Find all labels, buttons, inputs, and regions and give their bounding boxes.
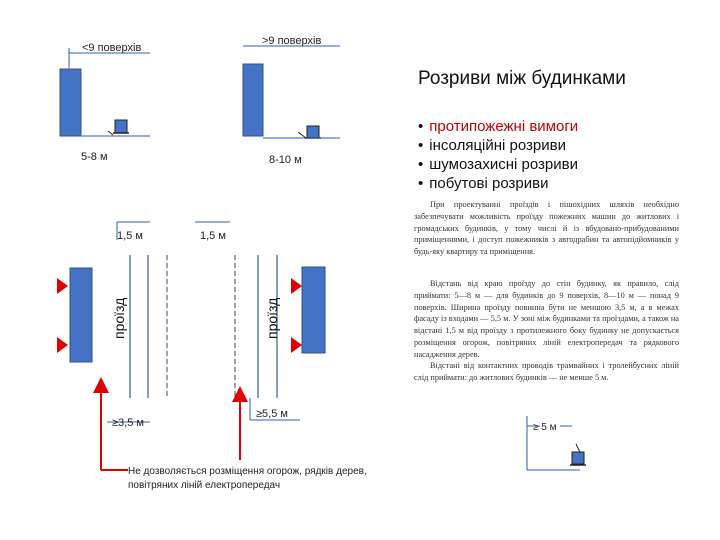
passage-left-label: проїзд [111, 297, 127, 339]
high-rise-building [243, 64, 263, 136]
bullet-noise: • шумозахисні розриви [418, 155, 578, 174]
passage-right-label: проїзд [264, 297, 280, 339]
right-entry-marker-top [291, 278, 302, 294]
bullet-insolation: • інсоляційні розриви [418, 136, 578, 155]
lane-right-width-label: 1,5 м [200, 230, 226, 242]
min-width-left-label: ≥3,5 м [112, 417, 144, 429]
right-entry-marker-bottom [291, 337, 302, 353]
requirements-list [418, 117, 578, 193]
lane-left-width-label: 1,5 м [117, 230, 143, 242]
doc-paragraph-3: Відстані від контактних проводів трамвайних і тролейбусних ліній слід приймати: до житлових будинків — не менше 5 м. [414, 361, 679, 382]
left-entry-marker-top [57, 278, 68, 294]
left-entry-marker-bottom [57, 337, 68, 353]
min-width-right-label: ≥5,5 м [256, 408, 288, 420]
tram-gap-label: ≥ 5 м [533, 422, 557, 433]
high-rise-label: >9 поверхів [262, 35, 322, 47]
doc-paragraph-2: Відстань від краю проїзду до стін будинку, як правило, слід приймати: 5—8 м — для будинків до 9 поверхів, 8—10 м — понад 9 поверхів. Ширина проїзду повинна бути не меншою 3,5 м, а в межах фасаду із входами — 5,5 м. У зоні між будинками та проїздами, а також на відстані 1,5 м від проїзду з протилежного боку будинку не допускається розміщення огорож, повітряних ліній електропередач та рядкового насадження дерев. [414, 279, 679, 359]
right-building [302, 267, 325, 353]
low-rise-building [60, 69, 81, 136]
gap-low-label: 5-8 м [81, 151, 108, 163]
left-building [70, 268, 92, 362]
low-rise-label: <9 поверхів [82, 42, 142, 54]
bullet-domestic: • побутові розриви [418, 174, 578, 193]
page-title: Розриви між будинками [418, 68, 626, 89]
high-rise-small-object [307, 126, 319, 138]
tram-house [572, 452, 584, 464]
gap-high-label: 8-10 м [269, 154, 302, 166]
restriction-note: Не дозволяється розміщення огорож, рядків дерев, повітряних ліній електропередач [128, 466, 367, 491]
low-rise-small-object [115, 120, 127, 133]
doc-paragraph-1: При проектуванні проїздів і пішохідних шляхів необхідно забезпечувати можливість проїзду пожежних машин до житлових і громадських будинків, у тому числі й із вбудовано-прибудованими приміщеннями, і доступ пожежників з автодрабин та автопідйомників у будь-яку квартиру та приміщення. [414, 200, 679, 257]
bullet-fire: • протипожежні вимоги [418, 117, 578, 136]
